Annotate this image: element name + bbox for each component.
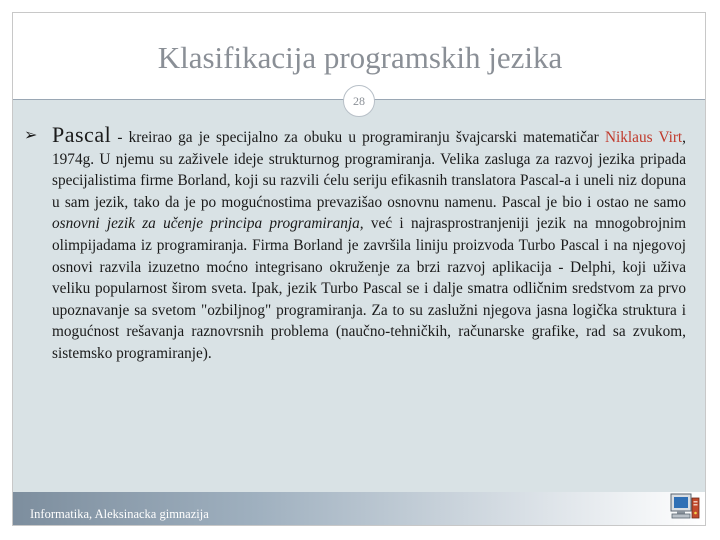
computer-icon (668, 490, 702, 524)
italic-phrase: osnovni jezik za učenje principa programiranja, (52, 215, 364, 233)
highlighted-name: Niklaus Virt (604, 129, 683, 146)
bullet-text-part-3: već i najrasprostranjeniji jezik na mnogobrojnim olimpijadama iz programiranja. Firma Borland je završila liniju proizvoda Turbo Pascal i na njegovoj osnovi razvila izuzetno moćno integrisano okruženje za brzi razvoj aplikacija - Delphi, koji uživa veliku popularnost širom sveta. Ipak, jezik Turbo Pascal se i dalje smatra odličnim sredstvom za prvo upoznavanje sa svetom "ozbiljnog" programiranja. Za to su zaslužni njegova jasna logička struktura i mogućnost rešavanja raznovrsnih problema (naučno-tehničkih, računarske grafike, rad sa zvukom, sistemsko programiranje). (52, 215, 686, 362)
bullet-content (24, 124, 686, 365)
bullet-text-part-2: , 1974g. U njemu su zaživele ideje strukturnog programiranja. Velika zasluga za razvoj jezika pripada specijalistima firme Borland, koji su razvili ćelu seriju efikasnih translatora Pascal-a i uneli niz dopuna u sam jezik, tako da je po mogućnostima prevazišao osnovnu namenu. Pascal je bio i ostao ne samo (52, 129, 686, 211)
page-number: 28 (343, 85, 375, 117)
slide-title: Klasifikacija programskih jezika (157, 40, 563, 75)
bullet-text-part-1: - kreirao ga je specijalno za obuku u programiranju švajcarski matematičar (111, 129, 605, 146)
bullet-arrow-icon: ➢ (24, 125, 38, 144)
footer-text: Informatika, Aleksinacka gimnazija (30, 507, 209, 521)
bullet-term: Pascal (52, 122, 112, 147)
bullet-paragraph (24, 124, 686, 365)
